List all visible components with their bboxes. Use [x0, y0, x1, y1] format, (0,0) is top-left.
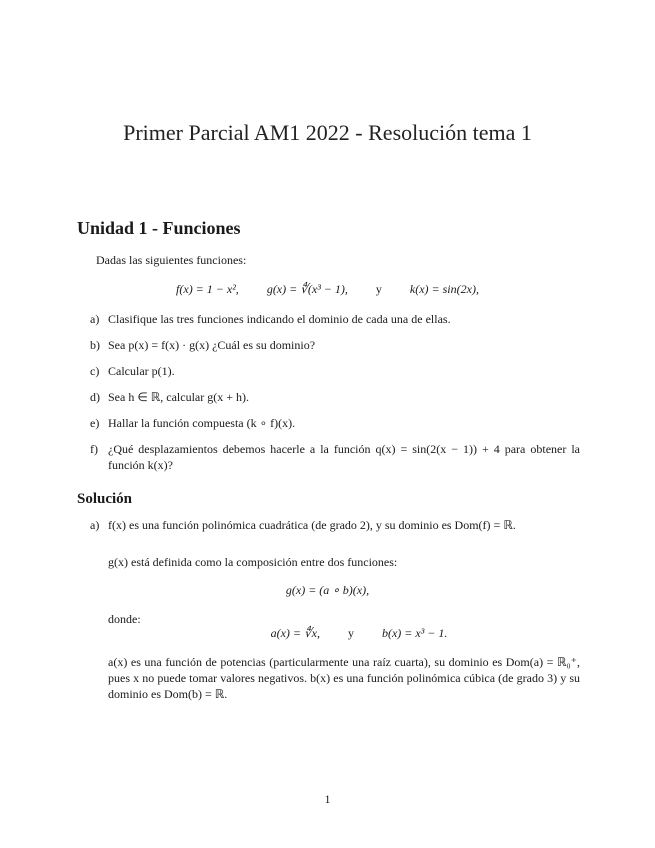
- component-definitions: [0, 626, 655, 641]
- item-label: a): [90, 312, 100, 326]
- item-text: ¿Qué desplazamientos debemos hacerle a la función q(x) = sin(2(x − 1)) + 4 para obtener la función k(x)?: [108, 442, 580, 472]
- item-text: Sea p(x) = f(x) · g(x) ¿Cuál es su dominio?: [108, 338, 316, 352]
- function-f: f(x) = 1 − x²,: [176, 282, 239, 296]
- item-text: f(x) es una función polinómica cuadrática (de grado 2), y su dominio es Dom(f) = ℝ.: [108, 518, 516, 532]
- page-number: 1: [324, 792, 331, 806]
- item-text: Clasifique las tres funciones indicando el dominio de cada una de ellas.: [108, 312, 451, 326]
- solution-title: Solución: [77, 491, 133, 507]
- page-title: Primer Parcial AM1 2022 - Resolución tema 1: [123, 120, 532, 145]
- item-label: f): [90, 442, 98, 456]
- g-composition-formula: g(x) = (a ∘ b)(x),: [285, 583, 370, 597]
- item-text: Calcular p(1).: [108, 364, 175, 378]
- item-text: Sea h ∈ ℝ, calcular g(x + h).: [108, 390, 250, 404]
- function-g: g(x) = ∜(x³ − 1),: [266, 282, 348, 296]
- intro-text: Dadas las siguientes funciones:: [96, 253, 247, 267]
- item-label: c): [90, 364, 100, 378]
- function-k: k(x) = sin(2x),: [409, 282, 479, 296]
- item-text: Hallar la función compuesta (k ∘ f)(x).: [108, 416, 296, 430]
- section-title: Unidad 1 - Funciones: [77, 218, 241, 238]
- item-label: a): [90, 518, 100, 532]
- item-label: d): [90, 390, 100, 404]
- connector-y: y: [375, 282, 382, 296]
- a-definition: a(x) = ∜x,: [270, 626, 320, 640]
- solution-g-text: g(x) está definida como la composición entre dos funciones:: [108, 555, 398, 569]
- item-label: e): [90, 416, 100, 430]
- donde-text: donde:: [108, 612, 141, 626]
- function-definitions: [0, 282, 655, 297]
- solution-final-text: a(x) es una función de potencias (particularmente una raíz cuarta), su dominio es Dom(a) = ℝ₀⁺, pues x no puede tomar valores negativos. b(x) es una función polinómica cúbica (de grado 3) y su dominio es Dom(b) = ℝ.: [108, 655, 580, 701]
- b-definition: b(x) = x³ − 1.: [381, 626, 448, 640]
- connector-y: y: [347, 626, 354, 640]
- item-label: b): [90, 338, 100, 352]
